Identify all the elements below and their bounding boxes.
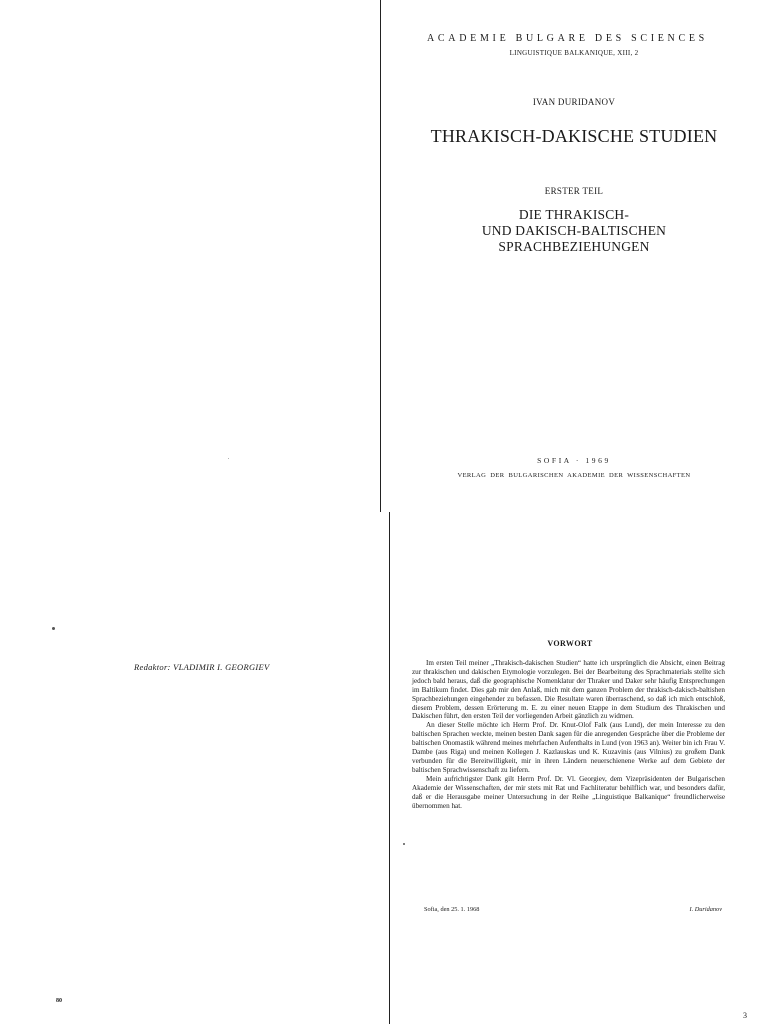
upper-page-divider [380, 0, 381, 512]
foreword-signoff [424, 906, 722, 913]
author-name: IVAN DURIDANOV [532, 97, 616, 107]
publisher: VERLAG DER BULGARISCHEN AKADEMIE DER WISSENSCHAFTEN [457, 472, 691, 479]
speck [52, 627, 55, 630]
foreword-paragraph: Mein aufrichtigster Dank gilt Herrn Prof. Dr. Vl. Georgiev, dem Vizepräsidenten der Bulgarischen Akademie der Wissenschaften, der mir stets mit Rat und Fachliteratur behilflich war, und besonders dafür, daß er die Herausgabe meiner Untersuchung in der Reihe „Linguistique Balkanique“ freundlicherweise übernommen hat. [412, 774, 725, 810]
speck [403, 843, 405, 845]
foreword-body [412, 659, 725, 810]
place-year: SOFIA · 1969 [537, 456, 611, 465]
book-title: THRAKISCH-DAKISCHE STUDIEN [430, 126, 718, 146]
editor-credit: Redaktor: VLADIMIR I. GEORGIEV [134, 662, 270, 672]
series-title: LINGUISTIQUE BALKANIQUE, XIII, 2 [509, 49, 639, 57]
subtitle-line: SPRACHBEZIEHUNGEN [498, 239, 650, 254]
subtitle-line: DIE THRAKISCH- [518, 207, 630, 222]
part-label: ERSTER TEIL [544, 186, 604, 196]
page-number-left: 80 [56, 998, 62, 1004]
page-number-right: 3 [743, 1011, 747, 1020]
academy-name: ACADEMIE BULGARE DES SCIENCES [427, 33, 708, 44]
speck [228, 458, 229, 459]
place-date: Sofia, den 25. 1. 1968 [424, 906, 480, 913]
lower-page-divider [389, 512, 390, 1024]
signature: I. Duridanov [689, 906, 722, 913]
subtitle-line: UND DAKISCH-BALTISCHEN [481, 223, 667, 238]
subtitle [400, 207, 748, 255]
foreword-paragraph: Im ersten Teil meiner „Thrakisch-dakischen Studien“ hatte ich ursprünglich die Absicht, einen Beitrag zur thrakischen und dakischen Etymologie vorzulegen. Bei der Bearbeitung des Sprachmaterials stellte sich jedoch bald heraus, daß die geographische Nomenklatur der Thraker und Daker sehr häufig Entsprechungen im Baltikum findet. Dies gab mir den Anlaß, mich mit dem ganzen Problem der thrakisch-dakisch-baltishen Sprachbeziehungen eingehender zu befassen. Die Resultate waren überraschend, so daß ich mich entschloß, diesem Problem, dessen Erörterung m. E. zu einer neuen Etappe in dem Studium des Thrakischen und Dakischen führt, den ersten Teil der vorliegenden Arbeit gänzlich zu widmen. [412, 659, 725, 721]
foreword-heading: VORWORT [547, 639, 593, 648]
foreword-paragraph: An dieser Stelle möchte ich Herrn Prof. Dr. Knut-Olof Falk (aus Lund), der mein Interesse zu den baltischen Sprachen weckte, meinen besten Dank sagen für die anregenden Gespräche über die Probleme der baltischen Onomastik während meines mehrfachen Aufenthalts in Lund (von 1963 an). Weiter bin ich Frau V. Dambe (aus Riga) und meinen Kollegen J. Kazlauskas und K. Kuzavinis (aus Vilnius) zu großem Dank verbunden für die Bereitwilligkeit, mir in ihren Ländern neuerschienene Werke auf dem Gebiete der baltischen Sprachwissenschaft zu liefern. [412, 721, 725, 774]
